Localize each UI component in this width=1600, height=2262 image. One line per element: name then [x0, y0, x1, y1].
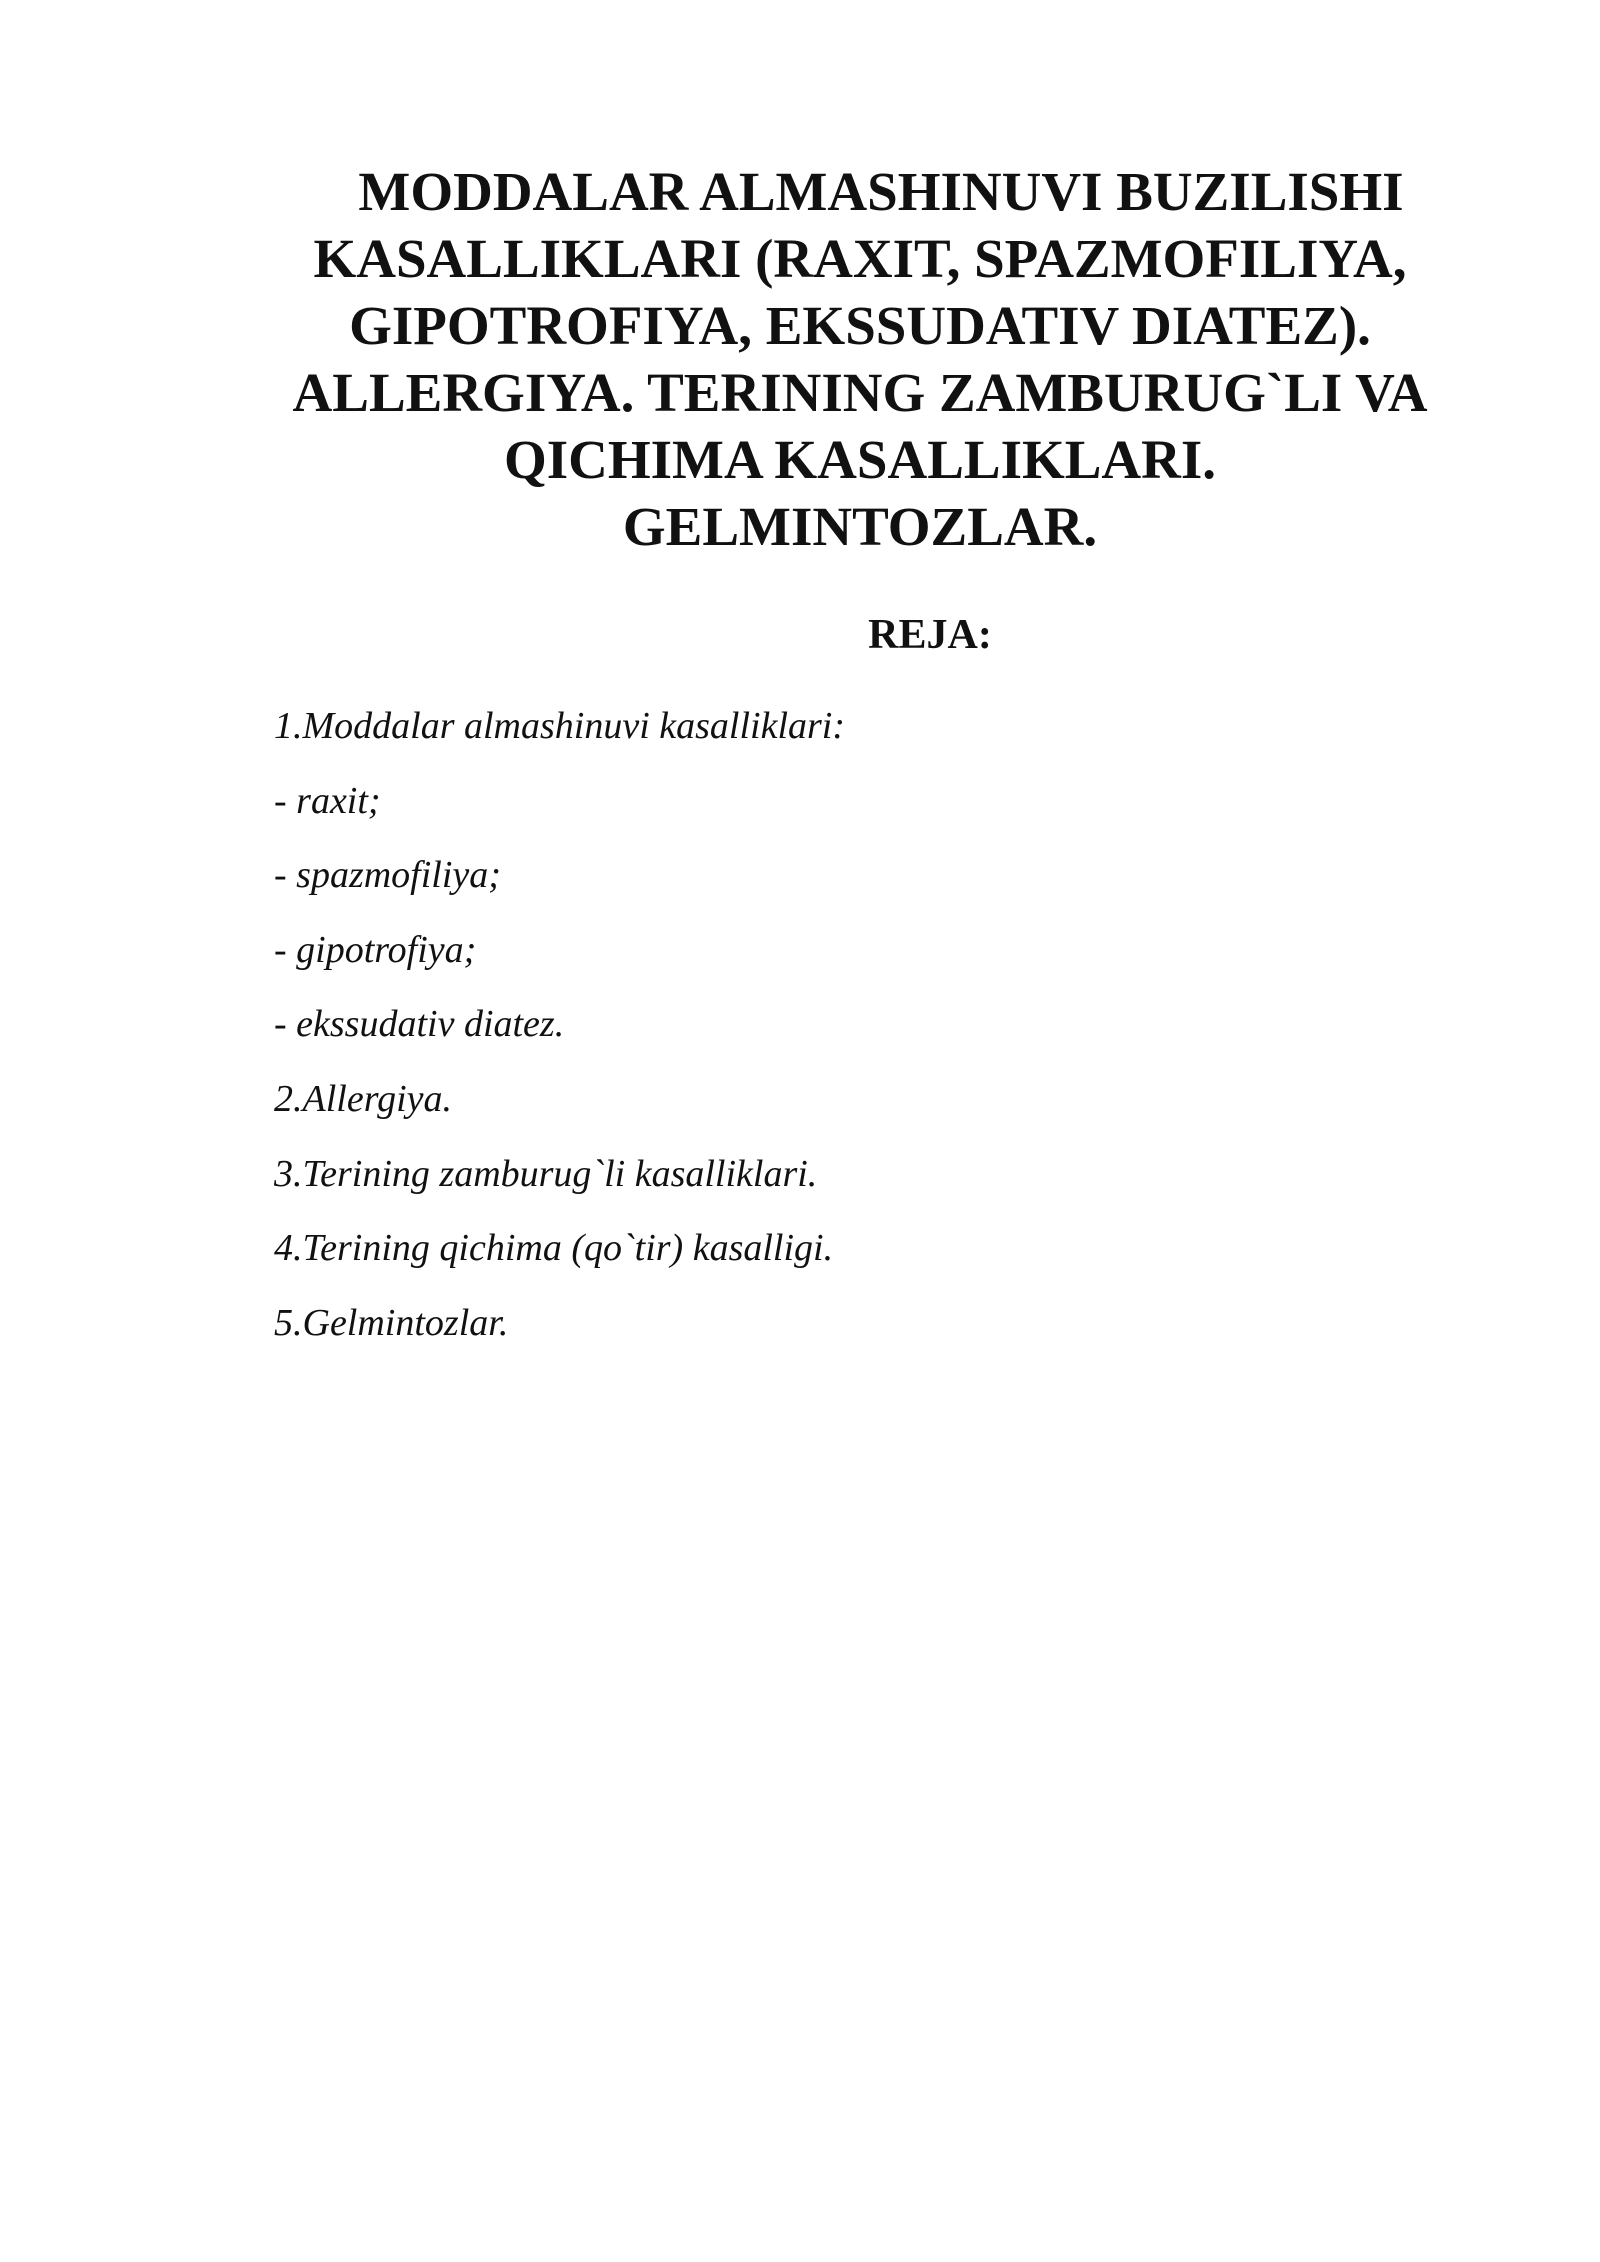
- plan-subitem: - raxit;: [274, 779, 381, 822]
- plan-subitem: - spazmofiliya;: [274, 854, 501, 897]
- plan-item: 4.Terining qichima (qo`tir) kasalligi.: [274, 1227, 834, 1270]
- plan-item: 1.Moddalar almashinuvi kasalliklari:: [274, 705, 846, 747]
- plan-subitem: - ekssudativ diatez.: [274, 1003, 565, 1046]
- title-line-3: GIPOTROFIYA, EKSSUDATIV DIATEZ).: [349, 295, 1371, 356]
- plan-list: [274, 702, 845, 1373]
- title-line-4: ALLERGIYA. TERINING ZAMBURUG`LI VA: [292, 362, 1428, 423]
- title-line-5: QICHIMA KASALLIKLARI.: [503, 429, 1217, 490]
- plan-subitem: - gipotrofiya;: [274, 928, 477, 971]
- title-line-1: MODDALAR ALMASHINUVI BUZILISHI: [358, 161, 1404, 222]
- plan-heading: REJA:: [868, 612, 992, 658]
- title-line-6: GELMINTOZLAR.: [622, 496, 1098, 557]
- plan-item: 3.Terining zamburug`li kasalliklari.: [274, 1152, 818, 1195]
- document-title: [230, 158, 1490, 560]
- title-line-2: KASALLIKLARI (RAXIT, SPAZMOFILIYA,: [313, 228, 1407, 289]
- plan-item: 2.Allergiya.: [274, 1077, 452, 1120]
- plan-item: 5.Gelmintozlar.: [274, 1301, 509, 1344]
